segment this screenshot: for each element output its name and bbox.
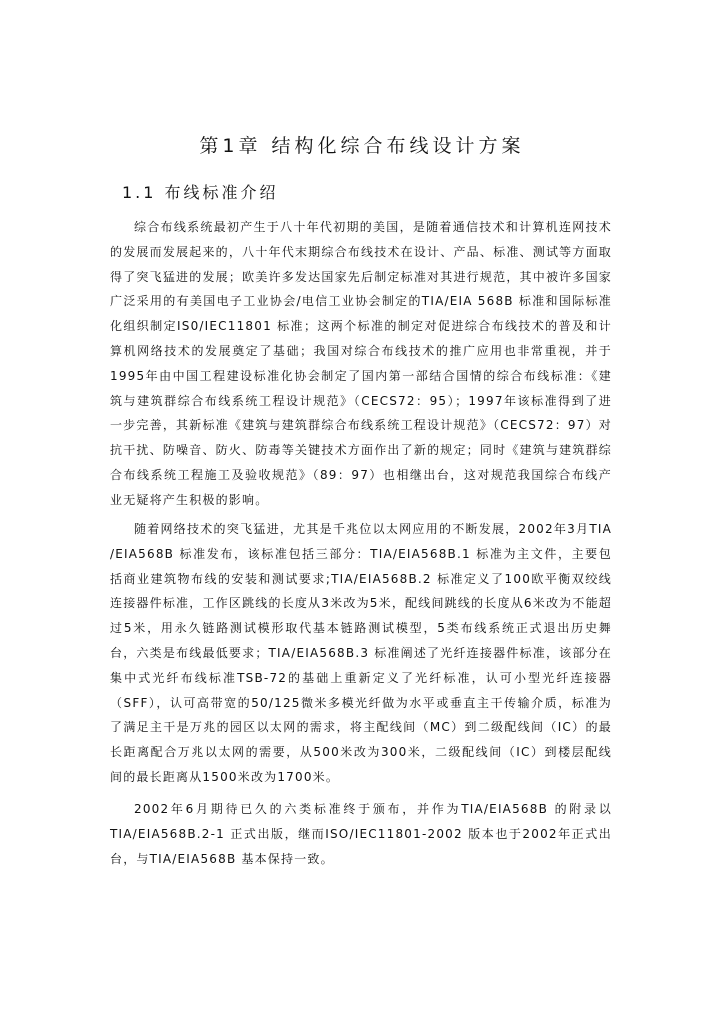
section-title: 1.1 布线标准介绍	[122, 183, 279, 202]
chapter-title: 第1章 结构化综合布线设计方案	[199, 135, 525, 157]
body-paragraph: 2002年6月期待已久的六类标准终于颁布，并作为TIA/EIA568B 的附录以TIA/EIA568B.2-1 正式出版，继而ISO/IEC11801-2002 版本也于2002年正式出台，与TIA/EIA568B 基本保持一致。	[110, 802, 612, 866]
body-paragraph: 随着网络技术的突飞猛进，尤其是千兆位以太网应用的不断发展，2002年3月TIA /EIA568B 标准发布，该标准包括三部分：TIA/EIA568B.1 标准为主文件，主要包括商业建筑物布线的安装和测试要求;TIA/EIA568B.2 标准定义了100欧平衡双绞线连接器件标准，工作区跳线的长度从3米改为5米，配线间跳线的长度从6米改为不能超过5米，用永久链路测试模形取代基本链路测试模型，5类布线系统正式退出历史舞台，六类是布线最低要求；TIA/EIA568B.3 标准阐述了光纤连接器件标准，该部分在集中式光纤布线标准TSB-72的基础上重新定义了光纤标准，认可小型光纤连接器（SFF），认可高带宽的50/125微米多模光纤做为水平或垂直主干传输介质，标准为了满足主干是万兆的园区以太网的需求，将主配线间（MC）到二级配线间（IC）的最长距离配合万兆以太网的需要，从500米改为300米，二级配线间（IC）到楼层配线间的最长距离从1500米改为1700米。	[110, 522, 612, 784]
body-paragraph: 综合布线系统最初产生于八十年代初期的美国，是随着通信技术和计算机连网技术的发展而发展起来的，八十年代末期综合布线技术在设计、产品、标准、测试等方面取得了突飞猛进的发展；欧美许多发达国家先后制定标准对其进行规范，其中被许多国家广泛采用的有美国电子工业协会/电信工业协会制定的TIA/EIA 568B 标准和国际标准化组织制定IS0/IEC11801 标准；这两个标准的制定对促进综合布线技术的普及和计算机网络技术的发展奠定了基础；我国对综合布线技术的推广应用也非常重视，并于1995年由中国工程建设标准化协会制定了国内第一部结合国情的综合布线标准：《建筑与建筑群综合布线系统工程设计规范》（CECS72：95）；1997年该标准得到了进一步完善，其新标准《建筑与建筑群综合布线系统工程设计规范》（CECS72：97）对抗干扰、防噪音、防火、防毒等关键技术方面作出了新的规定；同时《建筑与建筑群综合布线系统工程施工及验收规范》（89：97）也相继出台，这对规范我国综合布线产业无疑将产生积极的影响。	[110, 220, 612, 507]
